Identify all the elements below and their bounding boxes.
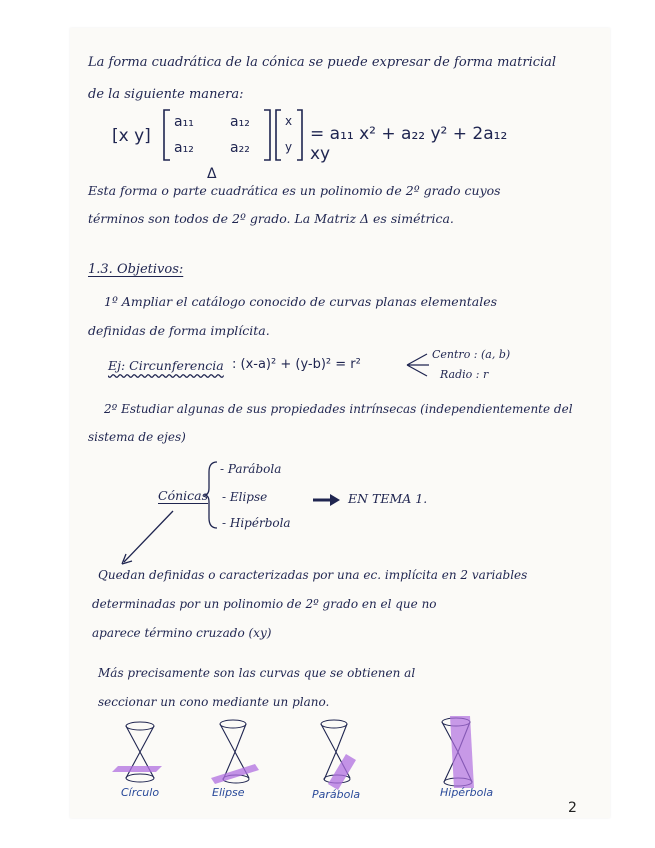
example-equation: : (x-a)² + (y-b)² = r²	[232, 357, 361, 372]
figure-label-circle: Círculo	[121, 786, 160, 799]
para2-line-2: determinadas por un polinomio de 2º grado en el que no	[92, 597, 437, 611]
conicas-item-1: - Parábola	[220, 462, 282, 476]
figure-label-parabola: Parábola	[312, 788, 361, 801]
cone-circle	[112, 722, 162, 782]
delta-label: Δ	[207, 166, 217, 182]
conicas-brace	[203, 460, 219, 530]
equation-rhs: = a₁₁ x² + a₂₂ y² + 2a₁₂ xy	[310, 124, 508, 164]
matrix-equation	[112, 108, 532, 178]
conicas-label: Cónicas	[158, 488, 209, 503]
objective-1-line-2: definidas de forma implícita.	[88, 323, 270, 338]
conicas-item-3: - Hipérbola	[222, 516, 291, 530]
section-title: 1.3. Objetivos:	[88, 262, 184, 277]
column-x: x	[285, 114, 293, 128]
conicas-item-2: - Elipse	[222, 490, 268, 504]
figure-label-hyperbola: Hipérbola	[440, 786, 494, 799]
example-centro: Centro : (a, b)	[432, 348, 511, 361]
page-number: 2	[568, 800, 577, 816]
intro-line-1: La forma cuadrática de la cónica se puede expresar de forma matricial	[88, 55, 557, 70]
cone-hyperbola	[442, 716, 474, 788]
diagonal-arrow-icon	[118, 508, 178, 568]
intro-line-2: de la siguiente manera:	[88, 87, 244, 102]
example-label: Ej: Circunferencia	[108, 358, 224, 373]
matrix-a22: a₂₂	[230, 140, 250, 156]
matrix-a21: a₁₂	[174, 140, 194, 156]
objective-2-line-1: 2º Estudiar algunas de sus propiedades intrínsecas (independientemente del	[104, 402, 573, 416]
para3-line-2: seccionar un cono mediante un plano.	[98, 695, 330, 709]
objective-2-line-2: sistema de ejes)	[88, 430, 186, 444]
para2-line-3: aparece término cruzado (xy)	[92, 626, 272, 640]
para1-line-2: términos son todos de 2º grado. La Matriz Δ es simétrica.	[88, 211, 454, 226]
column-y: y	[285, 140, 293, 154]
example-radio: Radio : r	[440, 368, 489, 381]
cone-sections-figure	[110, 712, 530, 792]
objective-1-line-1: 1º Ampliar el catálogo conocido de curvas planas elementales	[104, 294, 498, 309]
example-branch-arrow	[405, 350, 431, 380]
matrix-a12: a₁₂	[230, 114, 250, 130]
arrow-right-icon	[312, 492, 342, 508]
row-vector: [x y]	[112, 126, 151, 146]
cone-parabola	[321, 720, 356, 790]
para2-line-1: Quedan definidas o caracterizadas por una ec. implícita en 2 variables	[98, 568, 528, 582]
matrix-a11: a₁₁	[174, 114, 194, 130]
cone-ellipse	[211, 720, 259, 784]
para1-line-1: Esta forma o parte cuadrática es un polinomio de 2º grado cuyos	[88, 183, 501, 198]
para3-line-1: Más precisamente son las curvas que se obtienen al	[98, 666, 416, 680]
conicas-arrow-text: EN TEMA 1.	[348, 491, 428, 506]
figure-label-ellipse: Elipse	[212, 786, 245, 799]
